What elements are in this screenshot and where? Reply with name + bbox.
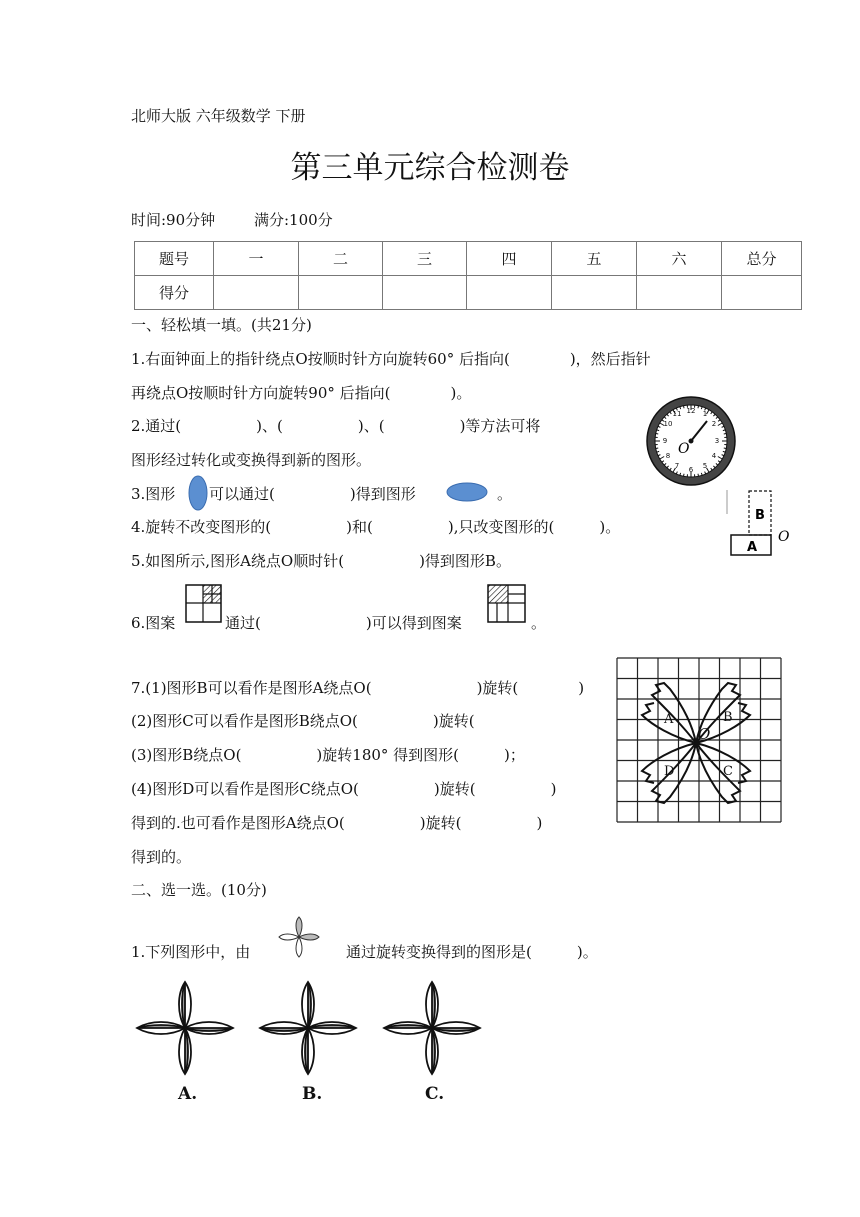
rotation-ab-figure [722,487,798,559]
section2-question-1-suffix: 通过旋转变换得到的图形是( )。 [346,943,598,961]
score-cell[interactable] [299,276,383,310]
shape-label-b: B [723,710,733,725]
question-1-line-1: 1.右面钟面上的指针绕点O按顺时针方向旋转60° 后指向( )，然后指针 [131,350,651,368]
question-2-line-1: 2.通过( )、( )、( )等方法可将 [131,417,541,435]
svg-text:3: 3 [714,437,720,445]
score-table-score-row [135,276,802,310]
svg-text:2: 2 [711,420,717,428]
option-a-label: A. [178,1084,198,1104]
score-header-cell: 二 [299,242,383,276]
point-o-label: O [778,529,790,545]
score-table [134,241,802,310]
score-header-cell: 四 [467,242,552,276]
score-header-cell: 五 [552,242,637,276]
page-title: 第三单元综合检测卷 [290,150,570,186]
svg-text:1: 1 [702,410,708,418]
svg-text:9: 9 [662,437,668,445]
svg-text:7: 7 [674,462,680,470]
score-cell[interactable] [467,276,552,310]
question-6-suffix: 。 [531,614,547,632]
clock-center-label: O [678,441,690,457]
rotation-grid-figure [612,655,782,830]
score-cell[interactable] [722,276,802,310]
svg-text:4: 4 [711,452,717,460]
question-7-part-3: (3)图形B绕点O( )旋转180° 得到图形( )； [131,746,525,764]
horizontal-ellipse-icon [445,481,490,503]
score-cell[interactable] [637,276,722,310]
question-6-prefix: 6.图案 [131,614,176,632]
svg-text:12: 12 [686,407,696,415]
svg-text:11: 11 [672,410,682,418]
score-table-header-row [135,242,802,276]
time-info: 时间:90分钟 [131,211,216,229]
option-c-label: C. [425,1084,445,1104]
pattern-result-icon [486,583,528,625]
score-header-cell: 六 [637,242,722,276]
edition-label: 北师大版 六年级数学 下册 [131,107,306,125]
shape-label-d: D [664,764,675,779]
small-flower-icon [277,915,321,959]
section1-heading: 一、轻松填一填。(共21分) [131,316,312,334]
question-1-line-2: 再绕点O按顺时针方向旋转90° 后指向( )。 [131,384,472,402]
option-c-flower[interactable] [382,978,482,1078]
center-label-o: O [698,725,711,743]
clock-figure [645,395,737,487]
score-header-cell: 三 [383,242,467,276]
question-3-prefix: 3.图形 [131,485,176,503]
score-cell[interactable] [383,276,467,310]
vertical-ellipse-icon [187,474,209,512]
shape-b-label: B [755,508,765,523]
score-cell[interactable] [214,276,299,310]
question-2-line-2: 图形经过转化或变换得到新的图形。 [131,451,372,469]
question-3-middle: 可以通过( )得到图形 [209,485,416,503]
shape-label-a: A [664,712,674,727]
score-header-cell: 题号 [135,242,214,276]
option-b-label: B. [302,1084,323,1104]
svg-text:5: 5 [702,462,708,470]
svg-text:10: 10 [663,420,673,428]
question-7-part-2: (2)图形C可以看作是图形B绕点O( )旋转( [131,712,475,730]
section2-heading: 二、选一选。(10分) [131,881,267,899]
section2-question-1-prefix: 1.下列图形中，由 [131,943,251,961]
svg-text:6: 6 [688,466,694,474]
score-cell[interactable] [552,276,637,310]
score-row-label: 得分 [135,276,214,310]
shape-a-label: A [747,540,758,555]
question-3-suffix: 。 [497,485,513,503]
option-b-flower[interactable] [258,978,358,1078]
question-7-part-5: 得到的.也可看作是图形A绕点O( )旋转( ) [131,814,543,832]
question-7-part-6: 得到的。 [131,848,192,866]
option-a-flower[interactable] [135,978,235,1078]
svg-text:8: 8 [665,452,671,460]
score-header-cell: 一 [214,242,299,276]
shape-label-c: C [723,764,733,779]
question-7-part-4: (4)图形D可以看作是图形C绕点O( )旋转( ) [131,780,557,798]
pattern-original-icon [184,583,224,625]
question-6-middle: 通过( )可以得到图案 [225,614,462,632]
question-4: 4.旋转不改变图形的( )和( ),只改变图形的( )。 [131,518,621,536]
score-header-cell: 总分 [722,242,802,276]
score-info: 满分:100分 [254,211,333,229]
question-7-part-1: 7.(1)图形B可以看作是图形A绕点O( )旋转( ) [131,679,585,697]
question-5: 5.如图所示,图形A绕点O顺时针( )得到图形B。 [131,552,511,570]
